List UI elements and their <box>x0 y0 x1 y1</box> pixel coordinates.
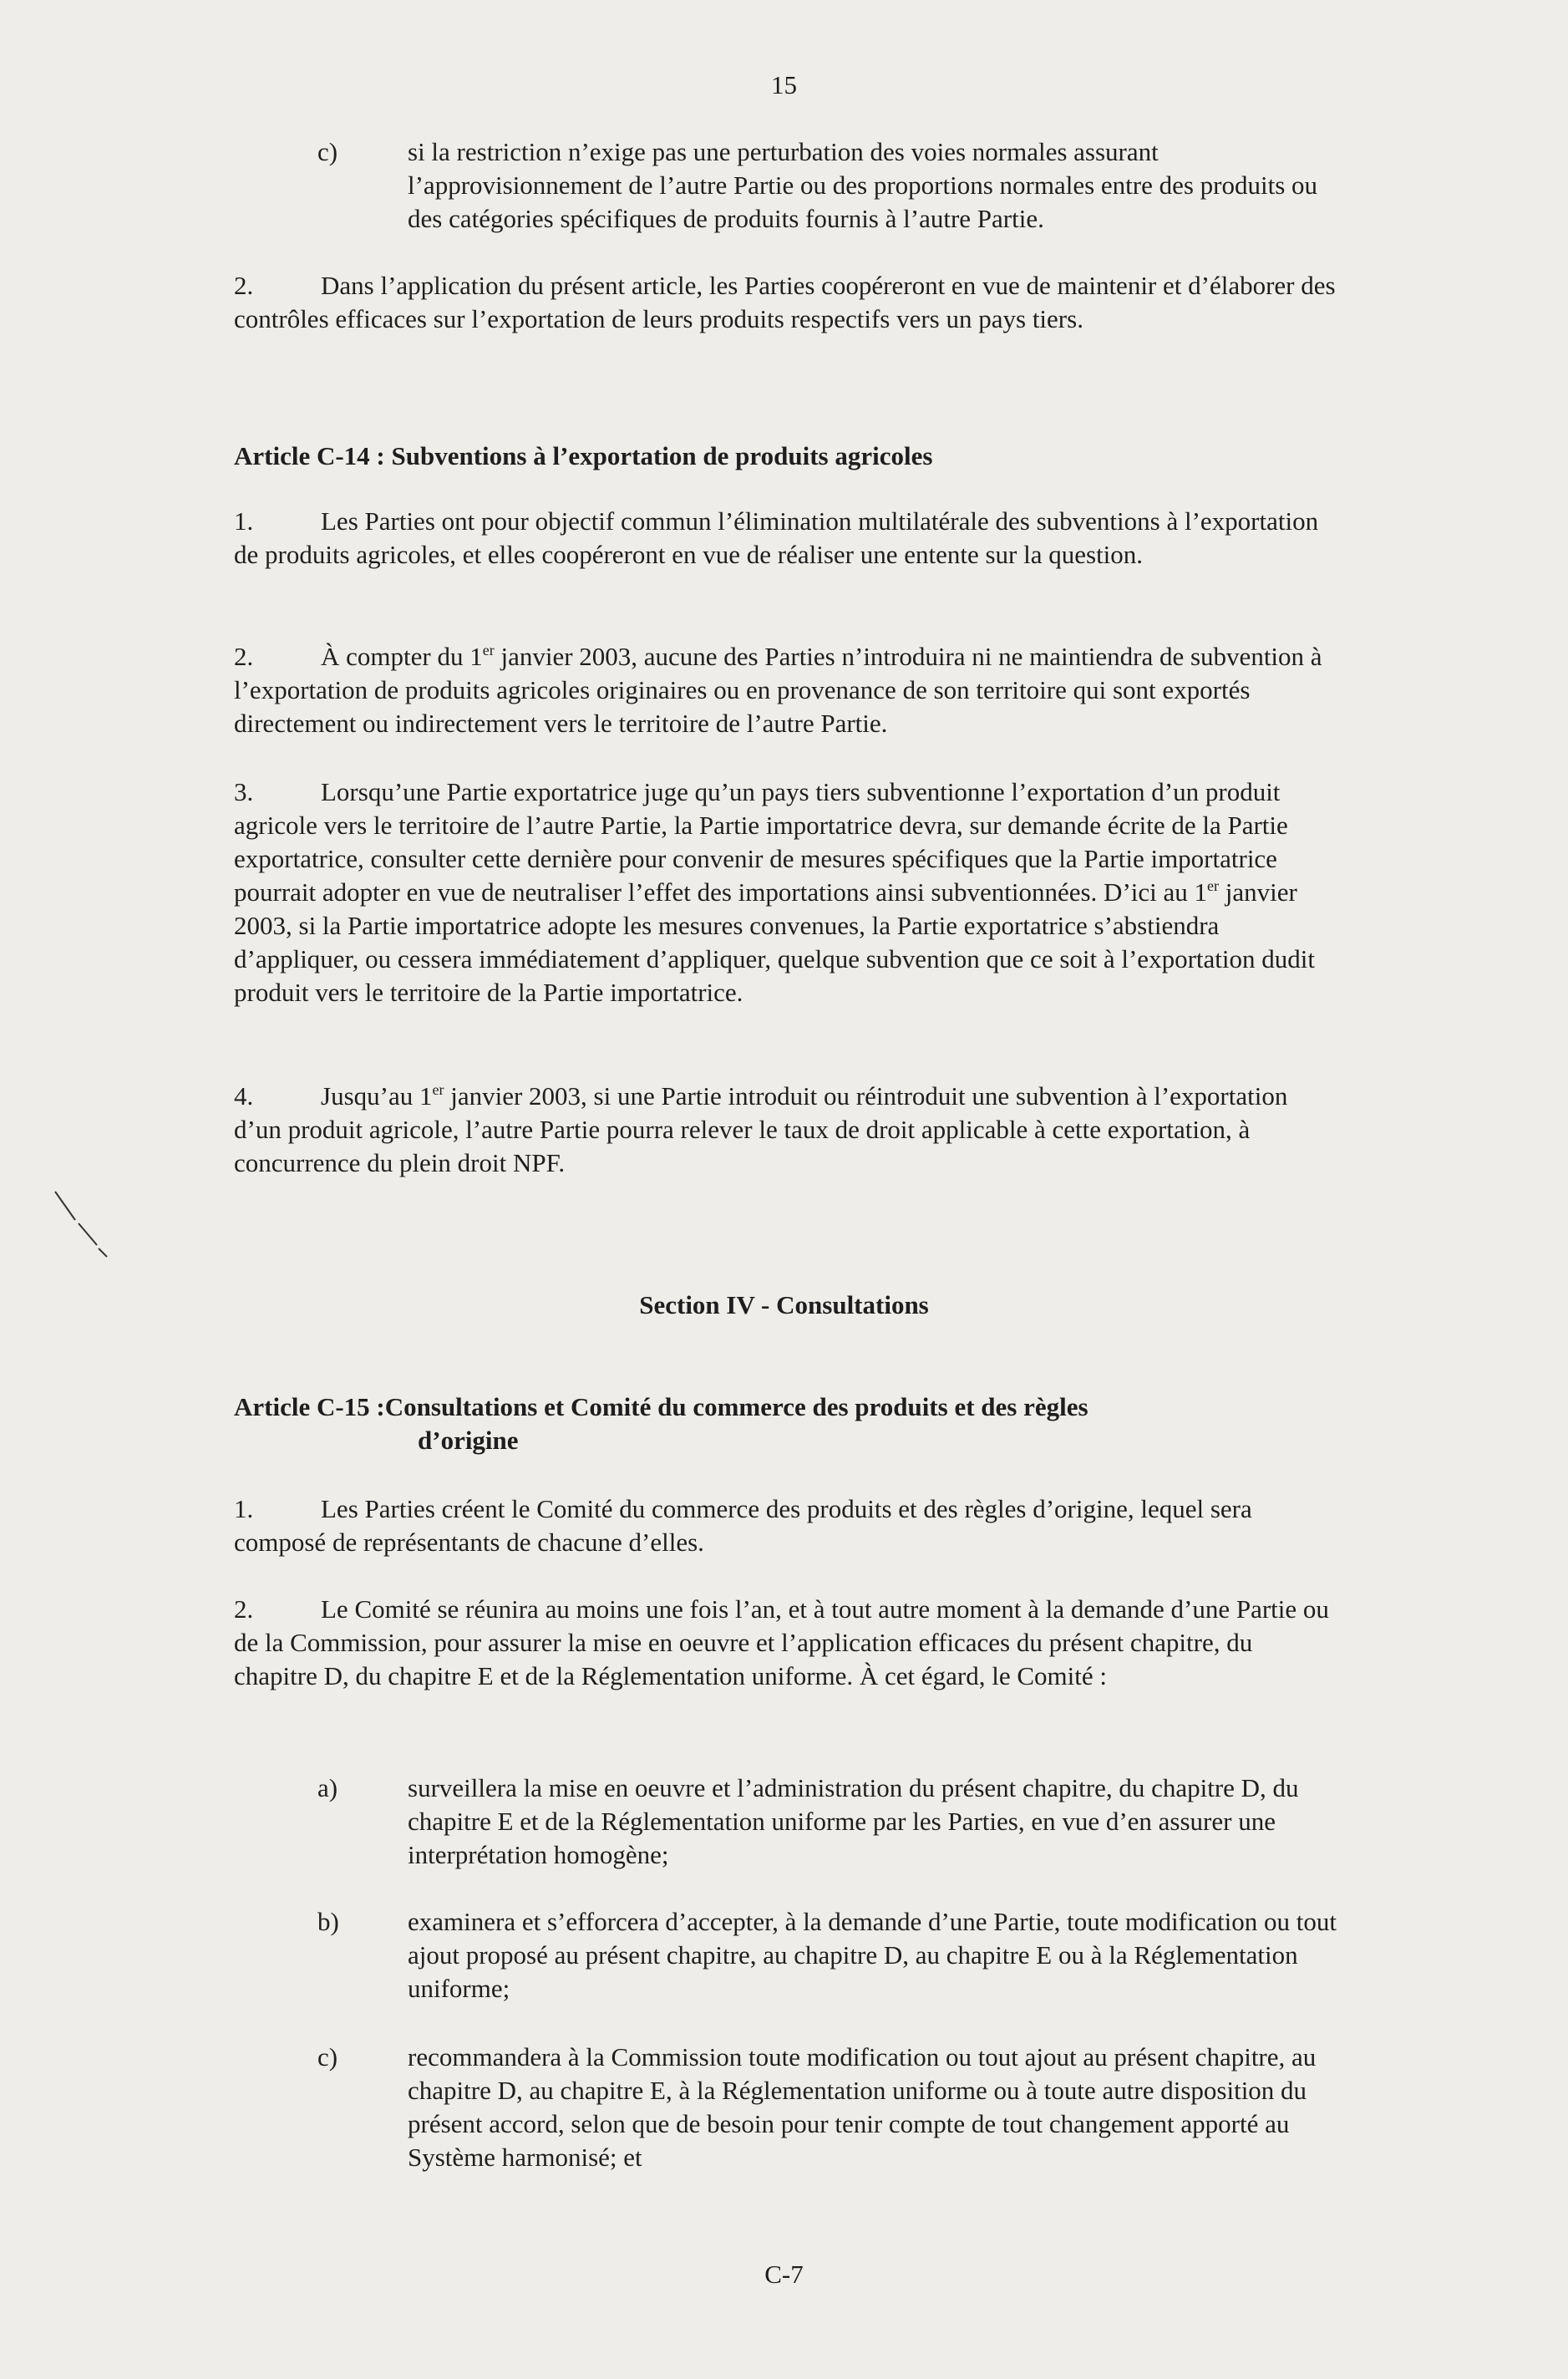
superscript: er <box>482 642 495 658</box>
paragraph-text: À compter du 1 <box>321 642 483 671</box>
item-text: recommandera à la Commission toute modification ou tout ajout au présent chapitre, au chapitre D, au chapitre E, à la Réglementation uniforme ou à toute autre disposition du présent accord, selon que de besoin pour tenir compte de tout changement apporté au Système harmonisé; et <box>408 2042 1317 2172</box>
item-text: examinera et s’efforcera d’accepter, à la demande d’une Partie, toute modification ou tout ajout proposé au présent chapitre, au chapitre D, au chapitre E ou à la Réglementation uniforme; <box>408 1907 1337 2003</box>
superscript: er <box>1207 877 1219 894</box>
paragraph <box>234 1492 1337 1559</box>
paragraph-text: janvier 2003, aucune des Parties n’introduira ni ne maintiendra de subvention à l’exportation de produits agricoles originaires ou en provenance de son territoire qui sont exportés directement ou indirectement vers le territoire de l’autre Partie. <box>234 642 1322 738</box>
article-title: Consultations et Comité du commerce des produits et des règles <box>384 1392 1088 1421</box>
paragraph-number: 1. <box>234 506 254 536</box>
paragraph-text: Les Parties créent le Comité du commerce des produits et des règles d’origine, lequel sera composé de représentants de chacune d’elles. <box>234 1494 1252 1557</box>
paragraph-text: Lorsqu’une Partie exportatrice juge qu’un pays tiers subventionne l’exportation d’un produit agricole vers le territoire de l’autre Partie, la Partie importatrice devra, sur demande écrite de la Partie exportatrice, consulter cette dernière pour convenir de mesures spécifiques que la Partie importatrice pourrait adopter en vue de neutraliser l’effet des importations ainsi subventionnées. D’ici au 1 <box>234 777 1288 907</box>
section-heading: Section IV - Consultations <box>639 1290 929 1319</box>
item-text: si la restriction n’exige pas une perturbation des voies normales assurant l’approvisionnement de l’autre Partie ou des proportions normales entre des produits ou des catégories spécifiques de produits fournis à l’autre Partie. <box>408 137 1318 233</box>
paragraph-number: 4. <box>234 1081 254 1111</box>
paragraph-number: 2. <box>234 1594 254 1624</box>
paragraph <box>234 1080 1337 1180</box>
article-heading: Article C-14 : Subventions à l’exportation de produits agricoles <box>234 441 933 470</box>
article-title-continued: d’origine <box>418 1426 519 1455</box>
page-footer: C-7 <box>764 2260 804 2289</box>
paragraph <box>234 640 1337 740</box>
paragraph-text: janvier 2003, si la Partie importatrice adopte les mesures convenues, la Partie exportatrice s’abstiendra d’appliquer, ou cessera immédiatement d’appliquer, quelque subvention que ce soit à l’exportation dudit produit vers le territoire de la Partie importatrice. <box>234 877 1315 1007</box>
paragraph <box>234 775 1337 1009</box>
article-heading <box>234 1390 1337 1457</box>
page-number: 15 <box>771 70 797 99</box>
item-label: c) <box>317 2042 338 2071</box>
item-label: b) <box>317 1907 339 1936</box>
paragraph <box>234 505 1337 572</box>
item-label: a) <box>317 1773 338 1802</box>
item-text: surveillera la mise en oeuvre et l’administration du présent chapitre, du chapitre D, du chapitre E et de la Réglementation uniforme par les Parties, en vue d’en assurer une interprétation homogène; <box>408 1773 1299 1869</box>
paragraph-text: Le Comité se réunira au moins une fois l’an, et à tout autre moment à la demande d’une Partie ou de la Commission, pour assurer la mise en oeuvre et l’application efficaces du présent chapitre, du chapitre D, du chapitre E et de la Réglementation uniforme. À cet égard, le Comité : <box>234 1594 1329 1690</box>
paragraph-number: 3. <box>234 777 254 806</box>
paragraph-text: Les Parties ont pour objectif commun l’élimination multilatérale des subventions à l’exportation de produits agricoles, et elles coopéreront en vue de réaliser une entente sur la question. <box>234 506 1319 569</box>
superscript: er <box>432 1081 444 1098</box>
paragraph-number: 1. <box>234 1494 254 1523</box>
paragraph-number: 2. <box>234 642 254 671</box>
paragraph <box>234 1593 1337 1693</box>
item-label: c) <box>317 137 338 166</box>
paragraph <box>234 269 1337 336</box>
pen-mark <box>50 1187 125 1262</box>
paragraph-text: Dans l’application du présent article, les Parties coopéreront en vue de maintenir et d’élaborer des contrôles efficaces sur l’exportation de leurs produits respectifs vers un pays tiers. <box>234 271 1336 333</box>
paragraph-text: janvier 2003, si une Partie introduit ou réintroduit une subvention à l’exportation d’un produit agricole, l’autre Partie pourra relever le taux de droit applicable à cette exportation, à concurrence du plein droit NPF. <box>234 1081 1288 1177</box>
paragraph-number: 2. <box>234 271 254 300</box>
article-label: Article C-15 : <box>234 1392 385 1421</box>
paragraph-text: Jusqu’au 1 <box>321 1081 433 1111</box>
